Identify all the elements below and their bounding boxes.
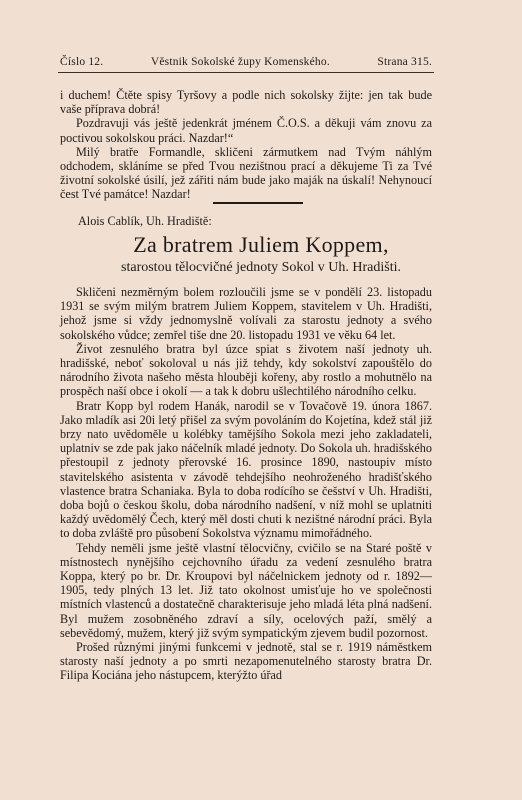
- paragraph: Milý bratře Formandle, skličeni zármutkem nad Tvým náhlým odchodem, skláníme se před Tvou nezištnou prací a děkujeme Ti za Tvé životní sokolské úsilí, jež zářiti nám bude jako maják na úskalí! Nehynoucí čest Tvé památce! Nazdar!: [60, 144, 432, 202]
- paragraph: Pozdravuji vás ještě jedenkrát jménem Č.O.S. a děkuji vám znovu za poctivou sokolskou práci. Nazdar!“: [60, 116, 432, 145]
- header-rule: [58, 72, 434, 73]
- section-divider: [213, 202, 303, 204]
- article-byline: Alois Cablík, Uh. Hradiště:: [78, 214, 212, 228]
- previous-article-ending: [60, 88, 432, 202]
- paragraph: i duchem! Čtěte spisy Tyršovy a podle nich sokolsky žijte: jen tak bude vaše příprava dobrá!: [60, 88, 432, 117]
- article-body: [60, 285, 432, 683]
- journal-title: Věstnik Sokolské župy Komenského.: [150, 56, 330, 68]
- paragraph: Život zesnulého bratra byl úzce spiat s životem naší jednoty uh. hradišské, neboť sokoloval u nás již tehdy, kdy sokolství zapouštělo do národního života našeho města hlouběji kořeny, aby rostlo a mohutnělo na prospěch naší obce i okolí — a tak k dobru ušlechtilého národního celku.: [60, 341, 432, 399]
- paragraph: Tehdy neměli jsme ještě vlastní tělocvičny, cvičilo se na Staré poště v místnostech nynějšího cejchovního úřadu za vedení zesnulého bratra Koppa, který po br. Dr. Kroupovi byl náčelnickem jednoty od r. 1892—1905, tedy plných 13 let. Již tato okolnost umisťuje ho ve společnosti místních vlastenců a dostatečně charakterisuje jeho mladá léta plná nadšení. Byl mužem zosobněného zdraví a síly, ocelových paží, smělý a sebevědomý, mužem, který již svým sympatickým zjevem budil pozornost.: [60, 540, 432, 640]
- article-title: Za bratrem Juliem Koppem,: [133, 232, 389, 257]
- page-number: Strana 315.: [377, 56, 432, 68]
- paragraph: Bratr Kopp byl rodem Hanák, narodil se v Tovačově 19. února 1867. Jako mladík asi 20i letý přišel za svým povoláním do Kojetína, kdež stál již brzy nato uvědoměle u kolébky tamějšího Sokola mezi jeho zakladateli, uplatniv se zde pak jako náčelník mladé jednoty. Do Sokola uh. hradišského přestoupil z jednoty přerovské 16. prosince 1890, nastoupiv místo stavitelského asistenta v závodě tehdejšího neohroženého hradišťského vlastence bratra Schaniaka. Byla to doba rodícího se češství v Uh. Hradišti, doba bojů o českou školu, doba národního nadšení, v níž mohl se uplatniti každý uvědomělý Čech, který měl dosti chuti k nezištné národní práci. Byla to doba zvláště pro působení Sokolstva významu mimořádného.: [60, 398, 432, 541]
- paragraph: Skličeni nezměrným bolem rozloučili jsme se v pondělí 23. listopadu 1931 se svým milým bratrem Juliem Koppem, stavitelem v Uh. Hradišti, jehož jsme si vždy jednomyslně volívali za starostu jednoty a svého sokolského vůdce; zemřel tiše dne 20. listopadu 1931 ve věku 64 let.: [60, 285, 432, 342]
- paragraph: Prošed různými jinými funkcemi v jednotě, stal se r. 1919 náměstkem starosty naší jednoty a po smrti nezapomenutelného starosty bratra Dr. Filipa Kociána jeho nástupcem, kterýžto úřad: [60, 640, 432, 683]
- issue-number: Číslo 12.: [60, 56, 104, 68]
- running-header: [60, 56, 432, 68]
- article-subtitle: starostou tělocvičné jednoty Sokol v Uh. Hradišti.: [121, 260, 401, 275]
